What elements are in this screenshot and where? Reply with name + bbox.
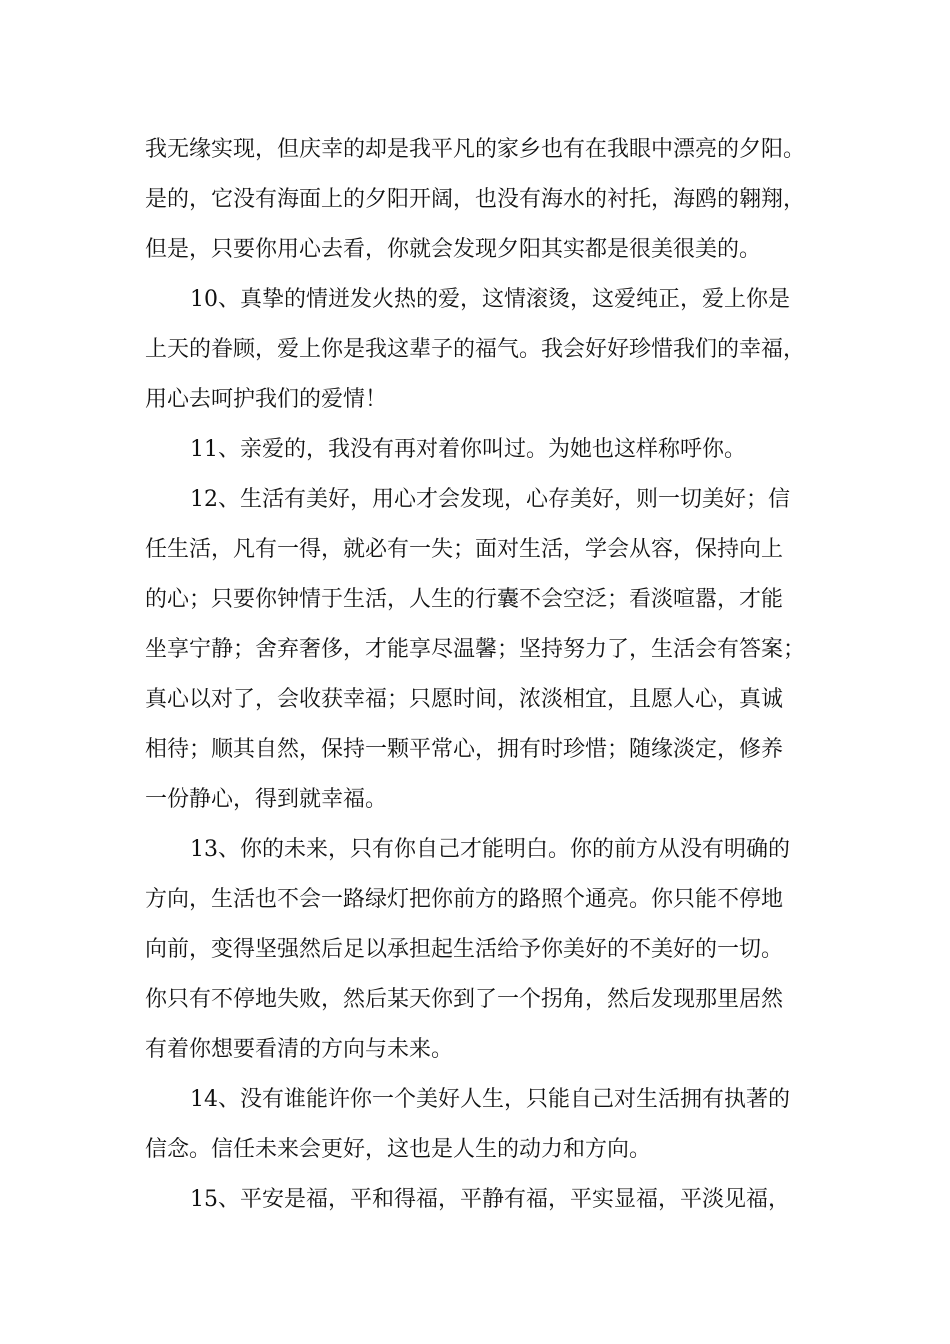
- text-line-content: 我无缘实现，但庆幸的却是我平凡的家乡也有在我眼中漂亮的夕阳。: [145, 137, 806, 162]
- text-line-content: 真心以对了，会收获幸福；只愿时间，浓淡相宜，且愿人心，真诚: [145, 687, 784, 712]
- text-line: [0, 1025, 950, 1075]
- text-line-content: 任生活，凡有一得，就必有一失；面对生活，学会从容，保持向上: [145, 537, 784, 562]
- text-line-content: 相待；顺其自然，保持一颗平常心，拥有时珍惜；随缘淡定，修养: [145, 737, 784, 762]
- text-line: [0, 175, 950, 225]
- text-line-content: 13、你的未来，只有你自己才能明白。你的前方从没有明确的: [190, 837, 790, 862]
- text-line-content: 信念。信任未来会更好，这也是人生的动力和方向。: [145, 1137, 652, 1162]
- text-line: [0, 575, 950, 625]
- text-line: [0, 775, 950, 825]
- text-line-content: 有着你想要看清的方向与未来。: [145, 1037, 454, 1062]
- text-line-content: 一份静心，得到就幸福。: [145, 787, 388, 812]
- text-line: [0, 725, 950, 775]
- text-line-content: 的心；只要你钟情于生活，人生的行囊不会空泛；看淡喧嚣，才能: [145, 587, 784, 612]
- text-line: [0, 1075, 950, 1125]
- text-line-content: 坐享宁静；舍弃奢侈，才能享尽温馨；坚持努力了，生活会有答案；: [145, 637, 806, 662]
- text-line: [0, 325, 950, 375]
- text-line-content: 15、平安是福，平和得福，平静有福，平实显福，平淡见福，: [190, 1187, 790, 1212]
- text-line: [0, 275, 950, 325]
- text-line-content: 14、没有谁能许你一个美好人生，只能自己对生活拥有执著的: [190, 1087, 790, 1112]
- text-line: [0, 975, 950, 1025]
- text-line-content: 10、真挚的情迸发火热的爱，这情滚烫，这爱纯正，爱上你是: [190, 287, 790, 312]
- text-line: [0, 875, 950, 925]
- text-line: [0, 1175, 950, 1225]
- text-line-content: 方向，生活也不会一路绿灯把你前方的路照个通亮。你只能不停地: [145, 887, 784, 912]
- text-line: [0, 125, 950, 175]
- text-line-content: 向前，变得坚强然后足以承担起生活给予你美好的不美好的一切。: [145, 937, 784, 962]
- text-line: [0, 1125, 950, 1175]
- text-line: [0, 625, 950, 675]
- text-line-content: 11、亲爱的，我没有再对着你叫过。为她也这样称呼你。: [190, 437, 746, 462]
- text-line-content: 12、生活有美好，用心才会发现，心存美好，则一切美好；信: [190, 487, 790, 512]
- text-line: [0, 925, 950, 975]
- text-line-content: 上天的眷顾，爱上你是我这辈子的福气。我会好好珍惜我们的幸福，: [145, 337, 806, 362]
- text-line: [0, 225, 950, 275]
- text-line-content: 但是，只要你用心去看，你就会发现夕阳其实都是很美很美的。: [145, 237, 762, 262]
- text-line-content: 你只有不停地失败，然后某天你到了一个拐角，然后发现那里居然: [145, 987, 784, 1012]
- text-line: [0, 375, 950, 425]
- text-line-content: 是的，它没有海面上的夕阳开阔，也没有海水的衬托，海鸥的翱翔，: [145, 187, 806, 212]
- text-line: [0, 475, 950, 525]
- text-line: [0, 425, 950, 475]
- text-line: [0, 675, 950, 725]
- text-line: [0, 825, 950, 875]
- text-line-content: 用心去呵护我们的爱情！: [145, 387, 388, 412]
- text-line: [0, 525, 950, 575]
